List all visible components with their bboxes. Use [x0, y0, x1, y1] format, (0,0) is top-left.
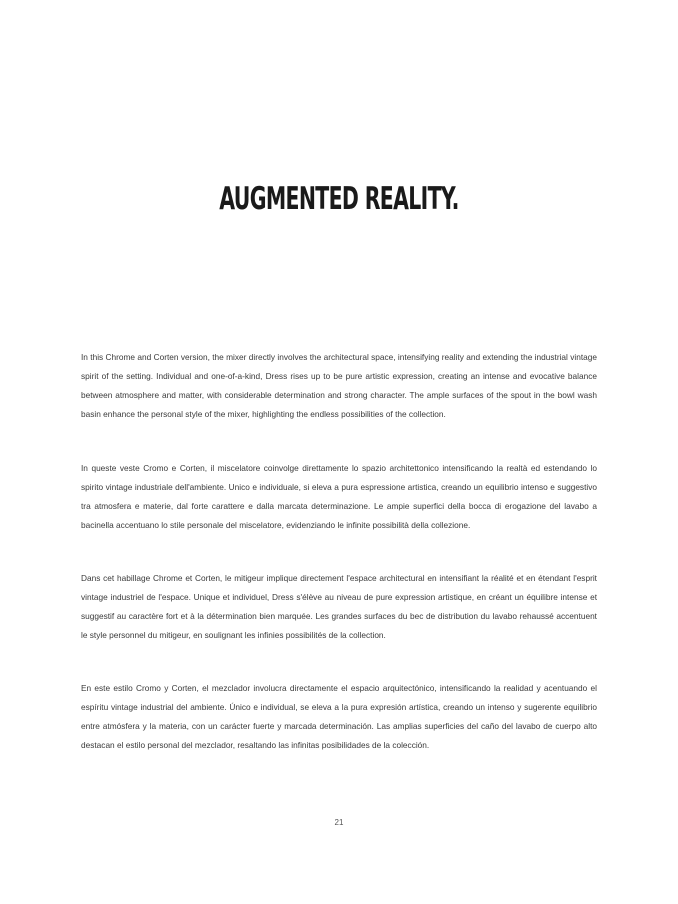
paragraph-french: Dans cet habillage Chrome et Corten, le mitigeur implique directement l'espace architectural en intensifiant la réalité et en étendant l'esprit vintage industriel de l'espace. Unique et individuel, Dress s'élève au niveau de pure expression artistique, en créant un équilibre intense et suggestif au caractère fort et à la détermination bien marquée. Les grandes surfaces du bec de distribution du lavabo rehaussé accentuent le style personnel du mitigeur, en soulignant les infinies possibilités de la collection.	[81, 573, 597, 640]
paragraph-english: In this Chrome and Corten version, the mixer directly involves the architectural space, intensifying reality and extending the industrial vintage spirit of the setting. Individual and one-of-a-kind, Dress rises up to be pure artistic expression, creating an intense and evocative balance between atmosphere and matter, with considerable determination and strong character. The ample surfaces of the spout in the bowl wash basin enhance the personal style of the mixer, highlighting the endless possibilities of the collection.	[81, 352, 597, 419]
paragraph-italian: In queste veste Cromo e Corten, il miscelatore coinvolge direttamente lo spazio architettonico intensificando la realtà ed estendando lo spirito vintage industriale dell'ambiente. Unico e individuale, si eleva a pura espressione artistica, creando un equilibrio intenso e suggestivo tra atmosfera e materie, dal forte carattere e dalla marcata determinazione. Le ampie superfici della bocca di erogazione del lavabo a bacinella accentuano lo stile personale del miscelatore, evidenziando le infinite possibilità della collezione.	[81, 463, 597, 530]
page-title: AUGMENTED REALITY.	[219, 180, 459, 217]
paragraph-spanish: En este estilo Cromo y Corten, el mezclador involucra directamente el espacio arquitectónico, intensificando la realidad y acentuando el espíritu vintage industrial del ambiente. Único e individual, se eleva a la pura expresión artística, creando un intenso y sugerente equilibrio entre atmósfera y la materia, con un carácter fuerte y marcada determinación. Las amplias superficies del caño del lavabo de cuerpo alto destacan el estilo personal del mezclador, resaltando las infinitas posibilidades de la colección.	[81, 683, 597, 750]
page-number: 21	[334, 818, 344, 827]
